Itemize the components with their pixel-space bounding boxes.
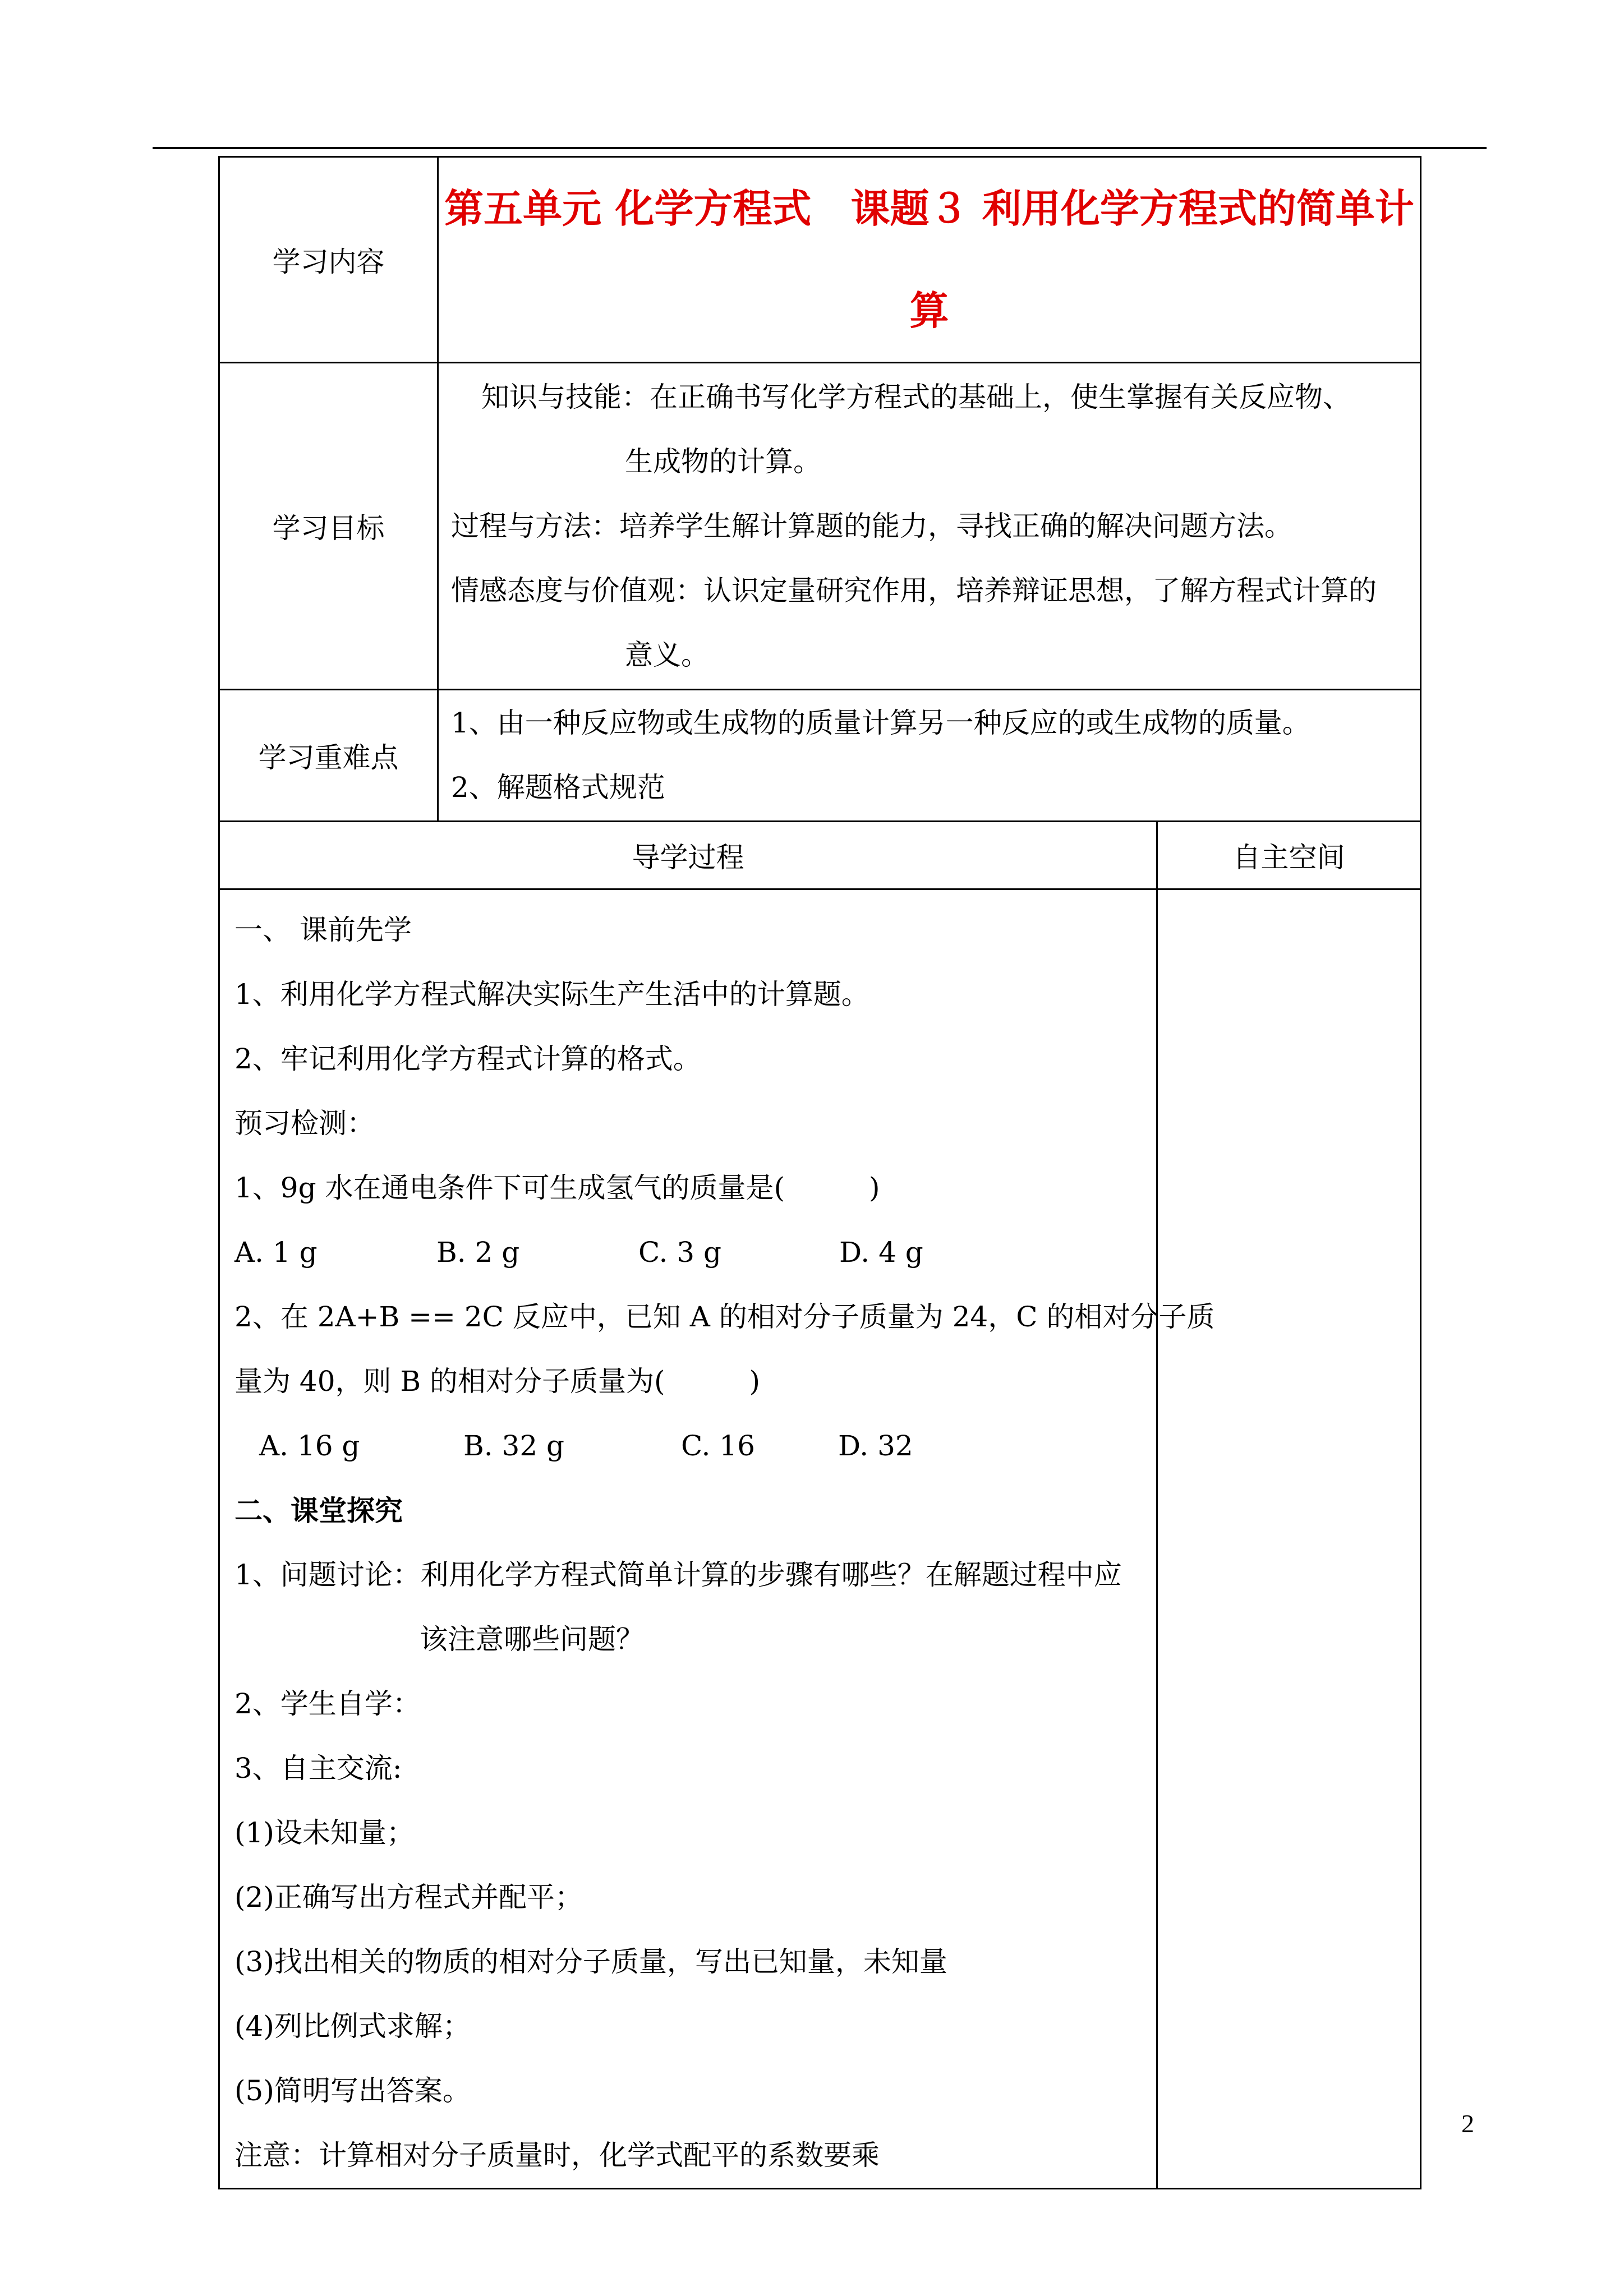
q1-option-d: D. 4 g [839, 1236, 923, 1269]
step-5: (5)简明写出答案。 [234, 2074, 471, 2107]
row-difficulties [219, 690, 1421, 822]
space-cell [1157, 889, 1421, 2189]
section1-title: 一、 课前先学 [234, 914, 412, 946]
objective-attitude-cont: 意义。 [625, 638, 709, 671]
objective-attitude: 情感态度与价值观：认识定量研究作用，培养辩证思想，了解方程式计算的 [451, 574, 1377, 607]
s1-item-1: 1、利用化学方程式解决实际生产生活中的计算题。 [234, 978, 869, 1011]
q2-option-c: C. 16 [681, 1430, 755, 1462]
lesson-table [218, 156, 1421, 2189]
difficulties-cell [438, 690, 1421, 822]
header-rule [153, 147, 1487, 149]
label-objectives: 学习目标 [219, 363, 438, 690]
label-content: 学习内容 [219, 157, 438, 363]
row-process [219, 889, 1421, 2189]
s2-item-1: 1、问题讨论：利用化学方程式简单计算的步骤有哪些？在解题过程中应 [234, 1559, 1122, 1591]
objective-process: 过程与方法：培养学生解计算题的能力，寻找正确的解决问题方法。 [451, 509, 1292, 542]
q2-option-d: D. 32 [838, 1430, 913, 1462]
question-2-line-1: 2、在 2A+B == 2C 反应中，已知 A 的相对分子质量为 24，C 的相对分子质 [234, 1301, 1215, 1333]
preview-label: 预习检测： [234, 1107, 375, 1140]
question-2-line-2: 量为 40，则 B 的相对分子质量为( ) [234, 1365, 761, 1398]
header-process: 导学过程 [219, 822, 1157, 889]
objective-knowledge-cont: 生成物的计算。 [625, 445, 821, 478]
q1-option-a: A. 1 g [234, 1236, 318, 1269]
section2-title: 二、课堂探究 [234, 1494, 403, 1527]
q2-option-b: B. 32 g [463, 1430, 565, 1462]
question-1-options [234, 1220, 1156, 1285]
lesson-title: 第五单元 化学方程式 课题３ 利用化学方程式的简单计算 [438, 157, 1421, 363]
step-2: (2)正确写出方程式并配平； [234, 1881, 583, 1914]
page-number: 2 [1461, 2109, 1474, 2138]
objectives-cell [438, 363, 1421, 690]
s2-item-2: 2、学生自学： [234, 1688, 421, 1720]
difficulty-item-1: 1、由一种反应物或生成物的质量计算另一种反应的或生成物的质量。 [451, 707, 1310, 739]
note: 注意：计算相对分子质量时，化学式配平的系数要乘 [234, 2139, 880, 2171]
q1-option-b: B. 2 g [436, 1236, 520, 1269]
s2-item-3: 3、自主交流: [234, 1752, 402, 1785]
row-headers [219, 822, 1421, 889]
objective-knowledge: 知识与技能：在正确书写化学方程式的基础上，使生掌握有关反应物、 [481, 380, 1351, 413]
row-objectives [219, 363, 1421, 690]
step-1: (1)设未知量； [234, 1816, 415, 1849]
difficulty-item-2: 2、解题格式规范 [451, 771, 665, 804]
row-content [219, 157, 1421, 363]
label-difficulties: 学习重难点 [219, 690, 438, 822]
question-1: 1、9g 水在通电条件下可生成氢气的质量是( ) [234, 1172, 880, 1204]
header-space: 自主空间 [1157, 822, 1421, 889]
q2-option-a: A. 16 g [259, 1430, 360, 1462]
s1-item-2: 2、牢记利用化学方程式计算的格式。 [234, 1043, 701, 1075]
step-4: (4)列比例式求解； [234, 2010, 471, 2043]
q1-option-c: C. 3 g [638, 1236, 721, 1269]
s2-item-1-cont: 该注意哪些问题？ [420, 1623, 644, 1656]
step-3: (3)找出相关的物质的相对分子质量，写出已知量，未知量 [234, 1945, 947, 1978]
question-2-options [234, 1414, 1156, 1478]
process-cell [219, 889, 1215, 2189]
